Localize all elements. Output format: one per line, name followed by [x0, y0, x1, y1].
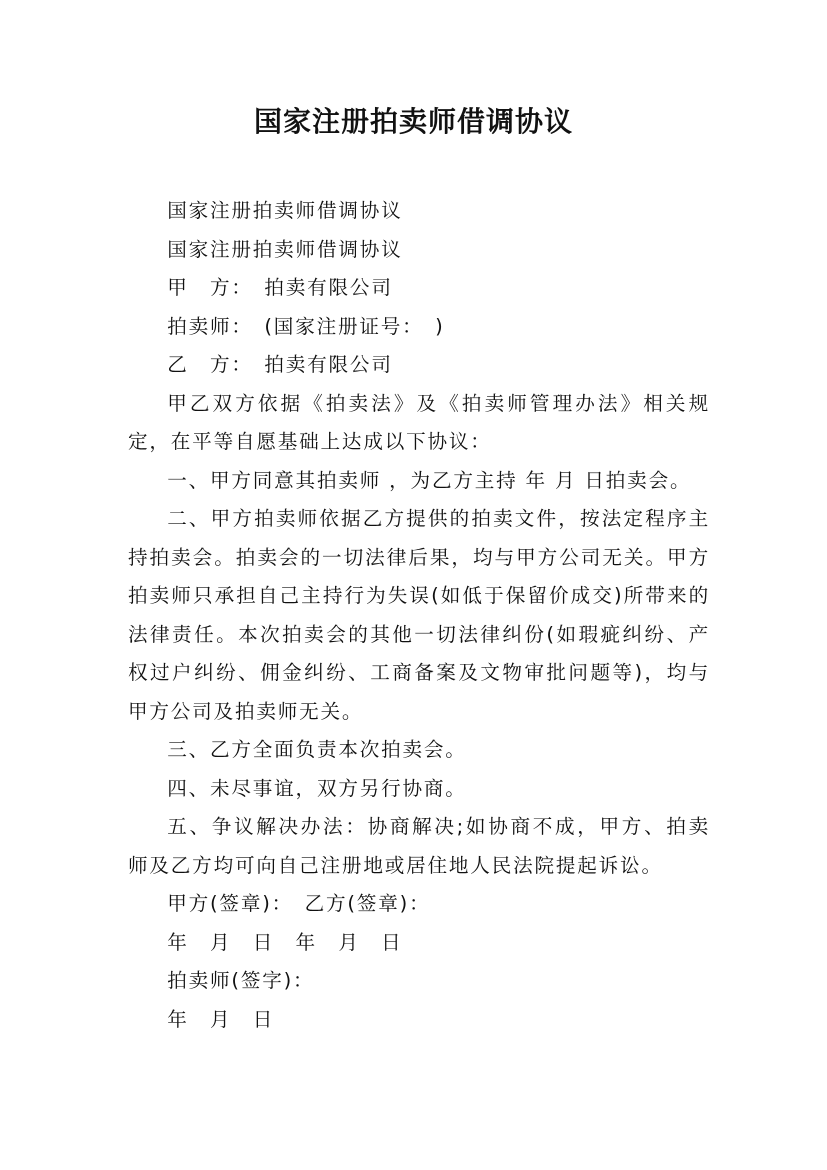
clause-5: 五、争议解决办法：协商解决;如协商不成，甲方、拍卖师及乙方均可向自己注册地或居住地人民法院提起诉讼。 [128, 815, 710, 877]
party-b-line: 乙 方： 拍卖有限公司 [167, 353, 393, 376]
party-a-line: 甲 方： 拍卖有限公司 [167, 276, 393, 299]
auctioneer-line: 拍卖师： (国家注册证号： ) [167, 314, 445, 338]
clause-1: 一、甲方同意其拍卖师 ，为乙方主持 年 月 日拍卖会。 [167, 468, 692, 492]
auctioneer-date-line: 年 月 日 [167, 1007, 275, 1031]
preamble-paragraph: 甲乙双方依据《拍卖法》及《拍卖师管理办法》相关规定，在平等自愿基础上达成以下协议： [128, 391, 710, 453]
signature-line: 甲方(签章)： 乙方(签章)： [167, 892, 431, 915]
auctioneer-signature-line: 拍卖师(签字)： [167, 969, 315, 992]
document-title: 国家注册拍卖师借调协议 [253, 105, 573, 138]
paragraph: 国家注册拍卖师借调协议 [167, 237, 403, 261]
date-line: 年 月 日 年 月 日 [167, 930, 403, 954]
clause-4: 四、未尽事谊，双方另行协商。 [167, 776, 467, 800]
paragraph: 国家注册拍卖师借调协议 [167, 199, 403, 222]
clause-3: 三、乙方全面负责本次拍卖会。 [167, 738, 467, 761]
document-body [128, 192, 710, 1039]
clause-2: 二、甲方拍卖师依据乙方提供的拍卖文件，按法定程序主持拍卖会。拍卖会的一切法律后果，均与甲方公司无关。甲方拍卖师只承担自己主持行为失误(如低于保留价成交)所带来的法律责任。本次拍卖会的其他一切法律纠份(如瑕疵纠纷、产权过户纠纷、佣金纠纷、工商备案及文物审批问题等)，均与甲方公司及拍卖师无关。 [128, 507, 710, 723]
